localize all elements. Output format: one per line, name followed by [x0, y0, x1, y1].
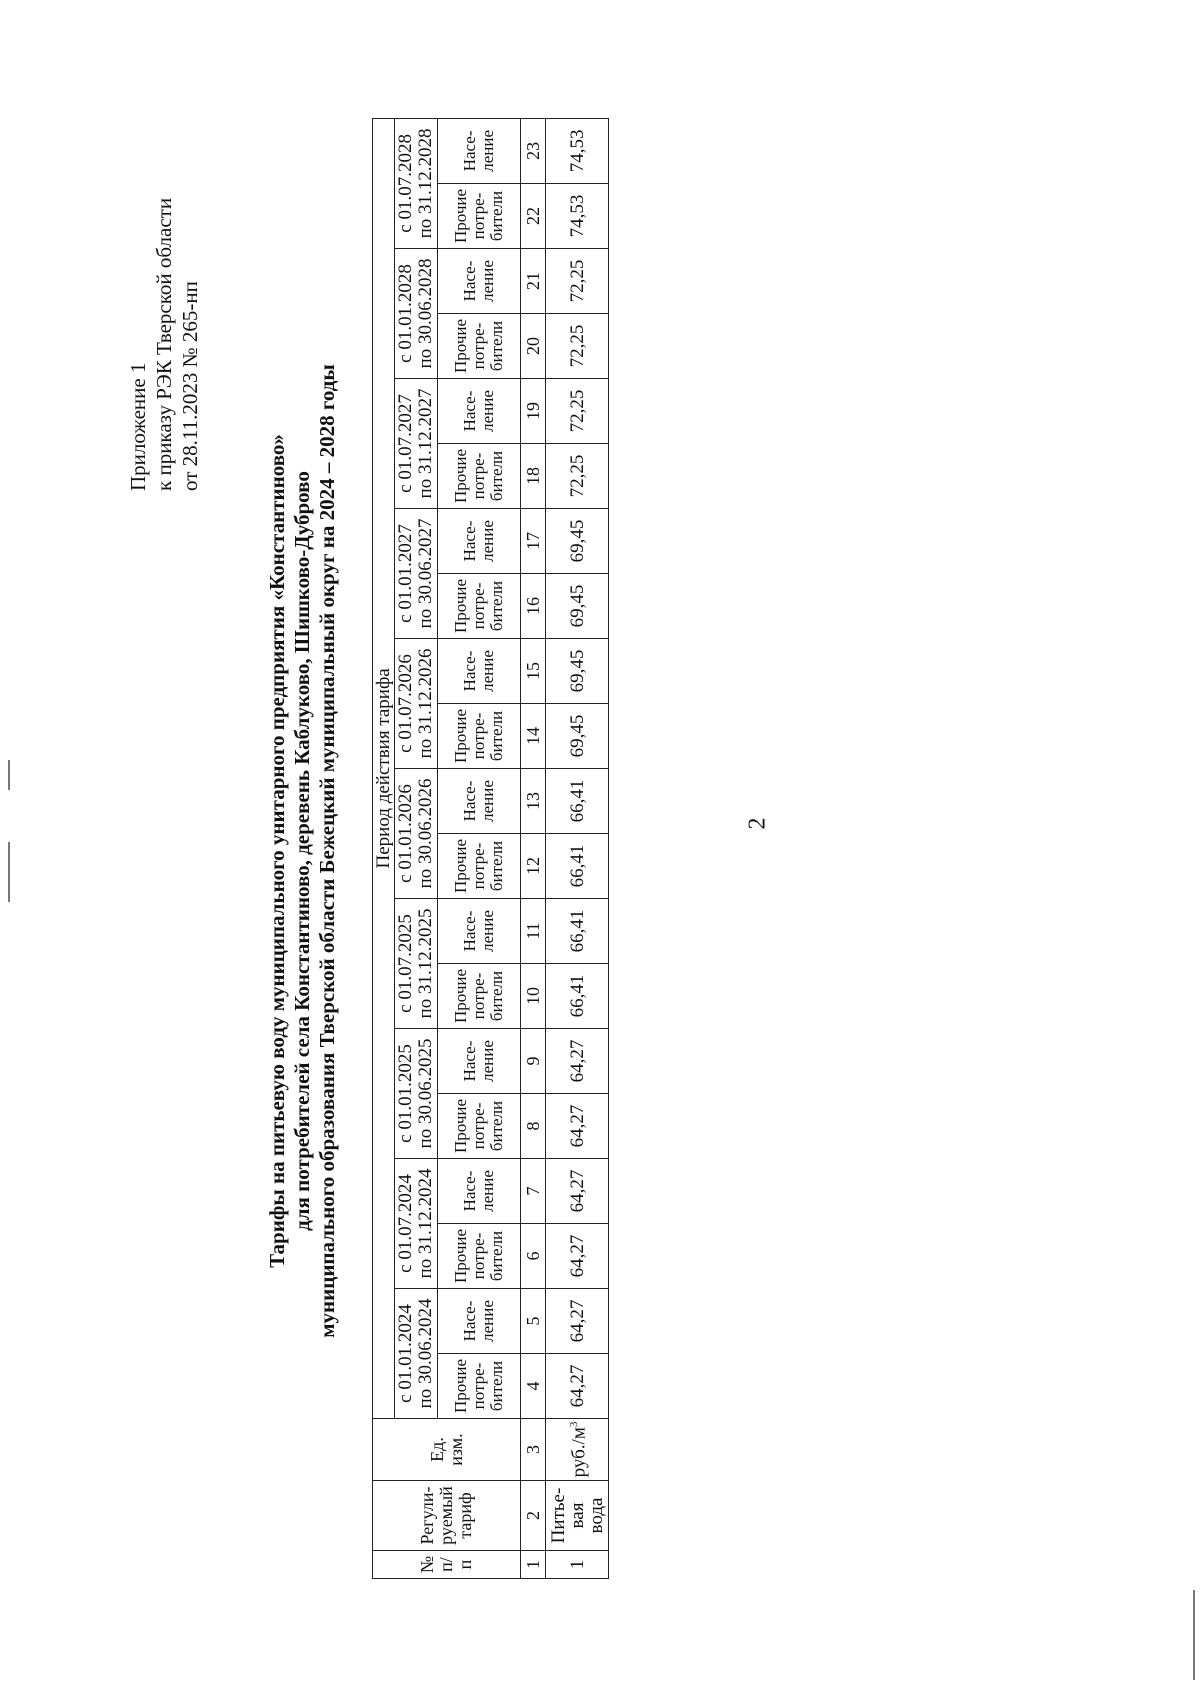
- header-population: Насе-ление: [438, 769, 521, 834]
- tariff-value-cell: 66,41: [546, 964, 609, 1029]
- index-cell: 4: [521, 1354, 546, 1419]
- title-line-1: Тарифы на питьевую воду муниципального унитарного предприятия «Константиново»: [265, 434, 289, 1268]
- index-cell: 1: [521, 1551, 546, 1579]
- appendix-line-3: от 28.11.2023 № 265-нп: [178, 281, 202, 491]
- header-period: Период действия тарифа: [373, 118, 395, 1418]
- data-row: [546, 118, 609, 1578]
- period-header-1: [395, 1289, 438, 1419]
- tariff-value-cell: 66,41: [546, 899, 609, 964]
- tariff-value-cell: 74,53: [546, 118, 609, 183]
- index-cell: 21: [521, 249, 546, 314]
- tariff-value-cell: 69,45: [546, 574, 609, 639]
- index-cell: 3: [521, 1419, 546, 1481]
- header-row-1: [373, 118, 395, 1578]
- period-to: по 30.06.2028: [415, 258, 436, 369]
- tariff-value-cell: 66,41: [546, 769, 609, 834]
- period-from: с 01.01.2026: [395, 784, 416, 883]
- header-population: Насе-ление: [438, 1029, 521, 1094]
- period-to: по 30.06.2026: [415, 778, 436, 889]
- period-to: по 31.12.2028: [415, 128, 436, 239]
- index-cell: 16: [521, 574, 546, 639]
- index-row: [521, 118, 546, 1578]
- header-population: Насе-ление: [438, 379, 521, 444]
- tariff-value-cell: 64,27: [546, 1289, 609, 1354]
- tariff-value-cell: 64,27: [546, 1354, 609, 1419]
- period-header-2: [395, 1159, 438, 1289]
- header-other-consumers: Прочие потре-бители: [438, 444, 521, 509]
- header-row-periods: [395, 118, 438, 1578]
- index-cell: 12: [521, 834, 546, 899]
- period-from: с 01.01.2025: [395, 1044, 416, 1143]
- header-unit: Ед. изм.: [373, 1419, 521, 1481]
- index-cell: 13: [521, 769, 546, 834]
- index-cell: 15: [521, 639, 546, 704]
- header-num: № п/п: [373, 1551, 521, 1579]
- header-other-consumers: Прочие потре-бители: [438, 314, 521, 379]
- index-cell: 6: [521, 1224, 546, 1289]
- header-other-consumers: Прочие потре-бители: [438, 704, 521, 769]
- period-from: с 01.07.2027: [395, 394, 416, 493]
- appendix-reference: [125, 198, 203, 491]
- period-from: с 01.01.2027: [395, 524, 416, 623]
- tariff-value-cell: 64,27: [546, 1159, 609, 1224]
- page-number: 2: [744, 817, 771, 830]
- period-to: по 31.12.2025: [415, 908, 436, 1019]
- index-cell: 11: [521, 899, 546, 964]
- period-from: с 01.07.2024: [395, 1174, 416, 1273]
- tariff-value-cell: 72,25: [546, 314, 609, 379]
- period-header-3: [395, 1029, 438, 1159]
- tariff-value-cell: 69,45: [546, 509, 609, 574]
- period-header-7: [395, 509, 438, 639]
- header-population: Насе-ление: [438, 118, 521, 183]
- tariff-value-cell: 66,41: [546, 834, 609, 899]
- index-cell: 5: [521, 1289, 546, 1354]
- index-cell: 10: [521, 964, 546, 1029]
- tariff-value-cell: 72,25: [546, 249, 609, 314]
- tariff-value-cell: 69,45: [546, 639, 609, 704]
- header-other-consumers: Прочие потре-бители: [438, 834, 521, 899]
- period-from: с 01.07.2025: [395, 914, 416, 1013]
- period-to: по 30.06.2027: [415, 518, 436, 629]
- tariff-value-cell: 74,53: [546, 184, 609, 249]
- header-population: Насе-ление: [438, 1289, 521, 1354]
- header-population: Насе-ление: [438, 509, 521, 574]
- index-cell: 18: [521, 444, 546, 509]
- period-from: с 01.07.2026: [395, 654, 416, 753]
- tariff-value-cell: 64,27: [546, 1029, 609, 1094]
- period-header-10: [395, 118, 438, 248]
- header-tariff: Регули-руемый тариф: [373, 1481, 521, 1551]
- header-other-consumers: Прочие потре-бители: [438, 1224, 521, 1289]
- period-header-4: [395, 899, 438, 1029]
- index-cell: 9: [521, 1029, 546, 1094]
- appendix-line-1: Приложение 1: [126, 362, 150, 491]
- row-tariff: Питье-вая вода: [546, 1481, 609, 1551]
- index-cell: 17: [521, 509, 546, 574]
- period-from: с 01.01.2024: [395, 1304, 416, 1403]
- index-cell: 22: [521, 184, 546, 249]
- period-header-5: [395, 769, 438, 899]
- row-num: 1: [546, 1551, 609, 1579]
- title-line-3: муниципального образования Тверской области Бежецкий муниципальный округ на 2024 – 2028 годы: [315, 364, 339, 1338]
- period-header-6: [395, 639, 438, 769]
- header-other-consumers: Прочие потре-бители: [438, 574, 521, 639]
- title-line-2: для потребителей села Константиново, деревень Каблуково, Шишково-Дуброво: [290, 471, 314, 1231]
- tariff-value-cell: 72,25: [546, 379, 609, 444]
- header-population: Насе-ление: [438, 249, 521, 314]
- index-cell: 8: [521, 1094, 546, 1159]
- unit-sup: 3: [568, 1421, 581, 1428]
- scan-artifact: [8, 760, 10, 790]
- index-cell: 23: [521, 118, 546, 183]
- document-title: [265, 146, 340, 1556]
- row-unit: [546, 1419, 609, 1481]
- tariff-table: [372, 118, 609, 1579]
- index-cell: 14: [521, 704, 546, 769]
- period-to: по 31.12.2027: [415, 388, 436, 499]
- period-to: по 30.06.2024: [415, 1298, 436, 1409]
- header-population: Насе-ление: [438, 899, 521, 964]
- header-other-consumers: Прочие потре-бители: [438, 1354, 521, 1419]
- period-to: по 30.06.2025: [415, 1038, 436, 1149]
- header-other-consumers: Прочие потре-бители: [438, 184, 521, 249]
- index-cell: 2: [521, 1481, 546, 1551]
- header-population: Насе-ление: [438, 1159, 521, 1224]
- header-row-consumers: [438, 118, 521, 1578]
- period-to: по 31.12.2026: [415, 648, 436, 759]
- tariff-value-cell: 72,25: [546, 444, 609, 509]
- period-from: с 01.01.2028: [395, 264, 416, 363]
- unit-base: руб./м: [568, 1427, 590, 1478]
- period-header-9: [395, 249, 438, 379]
- index-cell: 7: [521, 1159, 546, 1224]
- period-to: по 31.12.2024: [415, 1168, 436, 1279]
- scan-artifact: [8, 842, 10, 902]
- index-cell: 19: [521, 379, 546, 444]
- tariff-value-cell: 64,27: [546, 1094, 609, 1159]
- scan-artifact: [1193, 1590, 1195, 1680]
- header-population: Насе-ление: [438, 639, 521, 704]
- period-header-8: [395, 379, 438, 509]
- appendix-line-2: к приказу РЭК Тверской области: [152, 197, 176, 491]
- tariff-value-cell: 69,45: [546, 704, 609, 769]
- header-other-consumers: Прочие потре-бители: [438, 1094, 521, 1159]
- header-other-consumers: Прочие потре-бители: [438, 964, 521, 1029]
- index-cell: 20: [521, 314, 546, 379]
- tariff-value-cell: 64,27: [546, 1224, 609, 1289]
- period-from: с 01.07.2028: [395, 134, 416, 233]
